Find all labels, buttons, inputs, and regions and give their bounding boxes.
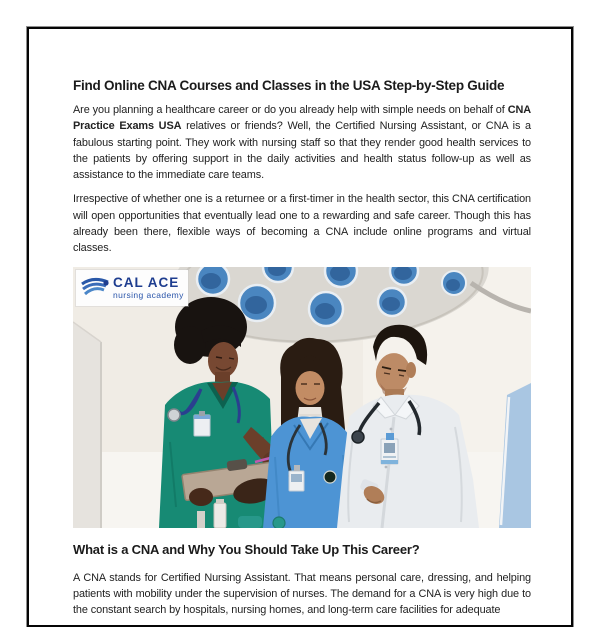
intro-paragraph-text: Are you planning a healthcare career or do you already help with simple needs on behalf of xyxy=(73,104,508,116)
logo-tagline: nursing academy xyxy=(113,289,184,300)
third-paragraph: A CNA stands for Certified Nursing Assistant. That means personal care, dressing, and helping patients with mobility under the supervision of nurses. The demand for a CNA is very high due to the constant search by hospitals, nursing homes, and long-term care facilities for adequate xyxy=(73,571,531,617)
eagle-icon xyxy=(80,276,110,300)
brand-mention: CNA Practice Exams USA xyxy=(73,104,531,133)
photo-illustration xyxy=(73,267,531,528)
cal-ace-logo xyxy=(76,270,188,306)
logo-name: CAL ACE xyxy=(113,275,180,291)
second-paragraph: Irrespective of whether one is a returnee or a first-timer in the health sector, this CNA certification will open opportunities that eventually lead one to a rewarding and safe career. Though this has already been there, flexible ways of becoming a CNA include online programs and virtual classes. xyxy=(73,193,531,255)
page-title: Find Online CNA Courses and Classes in the USA Step-by-Step Guide xyxy=(73,78,505,93)
section-heading: What is a CNA and Why You Should Take Up This Career? xyxy=(73,541,420,557)
intro-paragraph-text-2: relatives or friends? Well, the Certified Nursing Assistant, or CNA is a fabulous starting point. They work with nursing staff so that they render good health services to the patients by offering support in the daily activities and health status follow-up as well as assistance to the immediate care teams. xyxy=(73,120,532,182)
article-image xyxy=(73,267,531,528)
intro-paragraph xyxy=(73,102,531,183)
document-page xyxy=(27,27,573,627)
wall-left-panel xyxy=(73,322,101,528)
